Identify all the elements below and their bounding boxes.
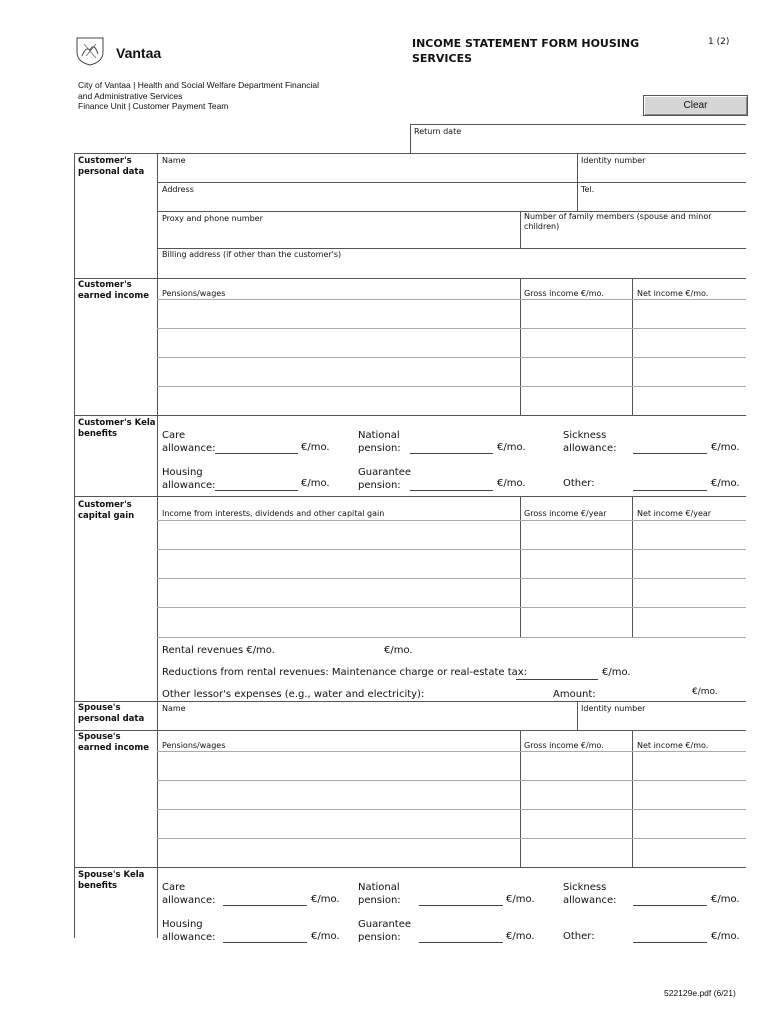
capital-gain-row[interactable] [158, 521, 746, 548]
spouse-earned-income-row[interactable] [158, 752, 746, 779]
kela-housing-allowance-label: Housing allowance: [162, 467, 216, 491]
section-spouse-kela-benefits: Spouse's Kela benefits [78, 870, 145, 891]
logo-wordmark: Vantaa [116, 45, 162, 61]
earned-income-row[interactable] [158, 387, 746, 414]
spouse-name-label: Name [162, 704, 186, 713]
customer-tel-field[interactable] [581, 196, 745, 212]
identity-number-label: Identity number [581, 156, 646, 165]
proxy-label: Proxy and phone number [162, 214, 263, 223]
spouse-guarantee-pension-field[interactable] [419, 942, 503, 943]
section-spouse-personal-data: Spouse's personal data [78, 703, 145, 724]
col-net-income: Net income €/mo. [637, 289, 709, 298]
earned-income-row[interactable] [158, 300, 746, 327]
section-spouse-earned-income: Spouse's earned income [78, 732, 150, 753]
spouse-sickness-allowance-label: Sickness allowance: [563, 882, 617, 906]
organization-info [78, 80, 319, 112]
kela-sickness-allowance-field[interactable] [633, 453, 707, 454]
spouse-guarantee-pension-label: Guarantee pension: [358, 919, 412, 943]
rental-reductions-field[interactable] [516, 679, 598, 680]
kela-national-pension-label: National pension: [358, 430, 401, 454]
section-customer-personal-data: Customer's personal data [78, 156, 145, 177]
spouse-name-field[interactable] [162, 714, 576, 730]
spouse-identity-field[interactable] [581, 714, 745, 730]
spouse-national-pension-field[interactable] [419, 905, 503, 906]
capital-gain-row[interactable] [158, 579, 746, 606]
spouse-other-label: Other: [563, 931, 595, 942]
kela-housing-allowance-field[interactable] [215, 490, 298, 491]
billing-address-field[interactable] [162, 261, 744, 277]
name-label: Name [162, 156, 186, 165]
spouse-identity-label: Identity number [581, 704, 646, 713]
vantaa-crest-icon [74, 36, 106, 66]
kela-sickness-allowance-label: Sickness allowance: [563, 430, 617, 454]
customer-name-field[interactable] [162, 167, 576, 183]
kela-guarantee-pension-field[interactable] [410, 490, 493, 491]
spouse-col-net-income: Net income €/mo. [637, 741, 709, 750]
spouse-other-field[interactable] [633, 942, 707, 943]
proxy-field[interactable] [162, 228, 518, 246]
kela-other-label: Other: [563, 478, 595, 489]
billing-address-label: Billing address (if other than the customer's) [162, 250, 342, 259]
kela-national-pension-field[interactable] [410, 453, 493, 454]
kela-care-allowance-field[interactable] [215, 453, 298, 454]
amount-field[interactable] [600, 686, 692, 701]
col-net-income-year: Net income €/year [637, 509, 712, 518]
spouse-col-pensions-wages: Pensions/wages [162, 741, 226, 750]
spouse-care-allowance-field[interactable] [223, 905, 307, 906]
address-label: Address [162, 185, 194, 194]
kela-guarantee-pension-label: Guarantee pension: [358, 467, 412, 491]
col-gross-income-year: Gross income €/year [524, 509, 607, 518]
org-line-1: City of Vantaa | Health and Social Welfare Department Financial [78, 80, 319, 90]
return-date-field[interactable] [470, 126, 744, 152]
tel-label: Tel. [581, 185, 595, 194]
spouse-earned-income-row[interactable] [158, 839, 746, 866]
customer-address-field[interactable] [162, 196, 576, 212]
spouse-sickness-allowance-field[interactable] [633, 905, 707, 906]
earned-income-row[interactable] [158, 329, 746, 356]
rental-revenues-field[interactable] [280, 643, 384, 659]
spouse-care-allowance-label: Care allowance: [162, 882, 216, 906]
document-code: 522129e.pdf (6/21) [664, 988, 736, 998]
col-gross-income: Gross income €/mo. [524, 289, 604, 298]
section-customer-kela-benefits: Customer's Kela benefits [78, 418, 156, 439]
earned-income-row[interactable] [158, 358, 746, 385]
rental-reductions-label: Reductions from rental revenues: Maintenance charge or real-estate tax: [162, 667, 528, 678]
rental-revenues-label: Rental revenues €/mo. [162, 645, 275, 656]
org-line-2: and Administrative Services [78, 90, 183, 101]
spouse-col-gross-income: Gross income €/mo. [524, 741, 604, 750]
clear-button[interactable]: Clear [643, 95, 748, 116]
spouse-housing-allowance-field[interactable] [223, 942, 307, 943]
section-customer-capital-gain: Customer's capital gain [78, 500, 135, 521]
customer-identity-field[interactable] [581, 167, 745, 183]
page-number: 1 (2) [708, 37, 730, 47]
capital-gain-row[interactable] [158, 608, 746, 636]
kela-care-allowance-label: Care allowance: [162, 430, 216, 454]
vantaa-logo [74, 36, 174, 66]
spouse-housing-allowance-label: Housing allowance: [162, 919, 216, 943]
family-members-label: Number of family members (spouse and minor children) [524, 212, 712, 231]
family-members-field[interactable] [600, 230, 744, 246]
section-customer-earned-income: Customer's earned income [78, 280, 150, 301]
org-line-3: Finance Unit | Customer Payment Team [78, 101, 229, 111]
col-capital-income: Income from interests, dividends and other capital gain [162, 509, 385, 518]
spouse-earned-income-row[interactable] [158, 810, 746, 837]
spouse-national-pension-label: National pension: [358, 882, 401, 906]
return-date-label: Return date [414, 127, 462, 136]
kela-other-field[interactable] [633, 490, 707, 491]
capital-gain-row[interactable] [158, 550, 746, 577]
other-lessor-expenses-label: Other lessor's expenses (e.g., water and electricity): [162, 689, 425, 700]
amount-label: Amount: [553, 689, 596, 700]
spouse-earned-income-row[interactable] [158, 781, 746, 808]
form-title: INCOME STATEMENT FORM HOUSING SERVICES [412, 37, 640, 65]
col-pensions-wages: Pensions/wages [162, 289, 226, 298]
